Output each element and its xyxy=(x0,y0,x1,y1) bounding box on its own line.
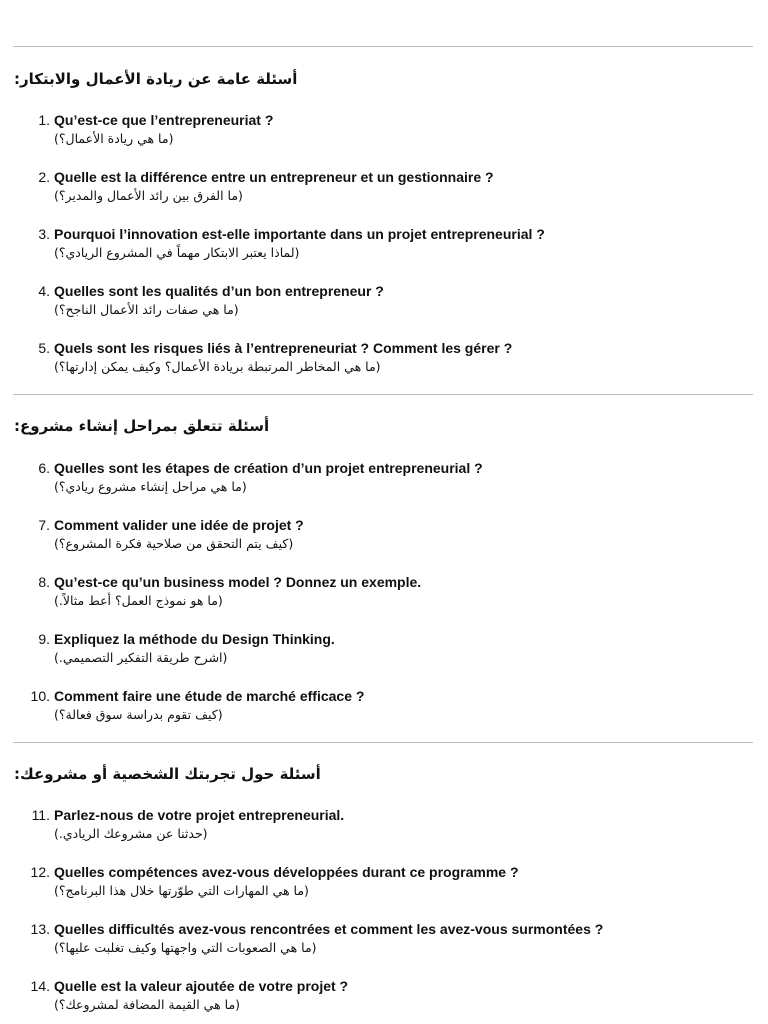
question-item xyxy=(0,168,768,225)
question-arabic: (كيف يتم التحقق من صلاحية فكرة المشروع؟) xyxy=(54,536,294,551)
question-arabic: (ما الفرق بين رائد الأعمال والمدير؟) xyxy=(54,188,243,203)
question-number: 5. xyxy=(38,340,50,356)
question-french: Comment valider une idée de projet ? xyxy=(54,517,304,533)
question-arabic: (ما هي مراحل إنشاء مشروع ريادي؟) xyxy=(54,479,247,494)
question-french: Quelles sont les qualités d’un bon entrepreneur ? xyxy=(54,283,384,299)
question-item xyxy=(0,806,768,863)
question-number: 10. xyxy=(30,688,50,704)
question-french: Quelles difficultés avez-vous rencontrées et comment les avez-vous surmontées ? xyxy=(54,921,604,937)
question-arabic: (ما هو نموذج العمل؟ أعط مثالاً.) xyxy=(54,593,223,608)
question-item xyxy=(0,516,768,573)
question-french: Quelles sont les étapes de création d’un projet entrepreneurial ? xyxy=(54,460,483,476)
question-item xyxy=(0,630,768,687)
question-item xyxy=(0,111,768,168)
section-title: أسئلة حول تجربتك الشخصية أو مشروعك: xyxy=(14,765,321,783)
question-arabic: (ما هي القيمة المضافة لمشروعك؟) xyxy=(54,997,241,1012)
question-number: 9. xyxy=(38,631,50,647)
question-arabic: (ما هي المخاطر المرتبطة بريادة الأعمال؟ وكيف يمكن إدارتها؟) xyxy=(54,359,381,374)
question-number: 7. xyxy=(38,517,50,533)
question-item xyxy=(0,687,768,744)
question-number: 12. xyxy=(30,864,50,880)
question-item xyxy=(0,573,768,630)
question-number: 13. xyxy=(30,921,50,937)
question-arabic: (حدثنا عن مشروعك الريادي.) xyxy=(54,826,208,841)
question-french: Quelles compétences avez-vous développées durant ce programme ? xyxy=(54,864,519,880)
question-number: 14. xyxy=(30,978,50,994)
section-divider xyxy=(13,394,753,395)
question-number: 3. xyxy=(38,226,50,242)
question-arabic: (ما هي ريادة الأعمال؟) xyxy=(54,131,174,146)
question-arabic: (لماذا يعتبر الابتكار مهماً في المشروع الريادي؟) xyxy=(54,245,300,260)
question-number: 11. xyxy=(31,807,50,823)
question-french: Quels sont les risques liés à l’entrepreneuriat ? Comment les gérer ? xyxy=(54,340,513,356)
question-number: 4. xyxy=(38,283,50,299)
question-arabic: (ما هي صفات رائد الأعمال الناجح؟) xyxy=(54,302,239,317)
question-french: Pourquoi l’innovation est-elle importante dans un projet entrepreneurial ? xyxy=(54,226,545,242)
question-french: Comment faire une étude de marché efficace ? xyxy=(54,688,365,704)
question-item xyxy=(0,863,768,920)
question-number: 6. xyxy=(38,460,50,476)
section-divider xyxy=(13,46,753,47)
section-divider xyxy=(13,742,753,743)
question-item xyxy=(0,459,768,516)
question-item xyxy=(0,282,768,339)
section-title: أسئلة تتعلق بمراحل إنشاء مشروع: xyxy=(14,417,270,435)
question-item xyxy=(0,225,768,282)
question-french: Qu’est-ce que l’entrepreneuriat ? xyxy=(54,112,274,128)
question-list xyxy=(0,806,768,1024)
question-arabic: (ما هي المهارات التي طوّرتها خلال هذا البرنامج؟) xyxy=(54,883,309,898)
question-item xyxy=(0,920,768,977)
question-item xyxy=(0,339,768,396)
question-french: Quelle est la différence entre un entrepreneur et un gestionnaire ? xyxy=(54,169,494,185)
question-item xyxy=(0,977,768,1024)
question-list xyxy=(0,111,768,396)
question-number: 8. xyxy=(38,574,50,590)
question-french: Qu’est-ce qu’un business model ? Donnez un exemple. xyxy=(54,574,422,590)
question-french: Quelle est la valeur ajoutée de votre projet ? xyxy=(54,978,349,994)
question-number: 2. xyxy=(38,169,50,185)
question-arabic: (كيف تقوم بدراسة سوق فعالة؟) xyxy=(54,707,223,722)
question-number: 1. xyxy=(38,112,50,128)
question-list xyxy=(0,459,768,744)
question-french: Parlez-nous de votre projet entrepreneurial. xyxy=(54,807,345,823)
section-title: أسئلة عامة عن ريادة الأعمال والابتكار: xyxy=(14,70,298,88)
question-arabic: (ما هي الصعوبات التي واجهتها وكيف تغلبت عليها؟) xyxy=(54,940,317,955)
question-arabic: (اشرح طريقة التفكير التصميمي.) xyxy=(54,650,228,665)
question-french: Expliquez la méthode du Design Thinking. xyxy=(54,631,335,647)
